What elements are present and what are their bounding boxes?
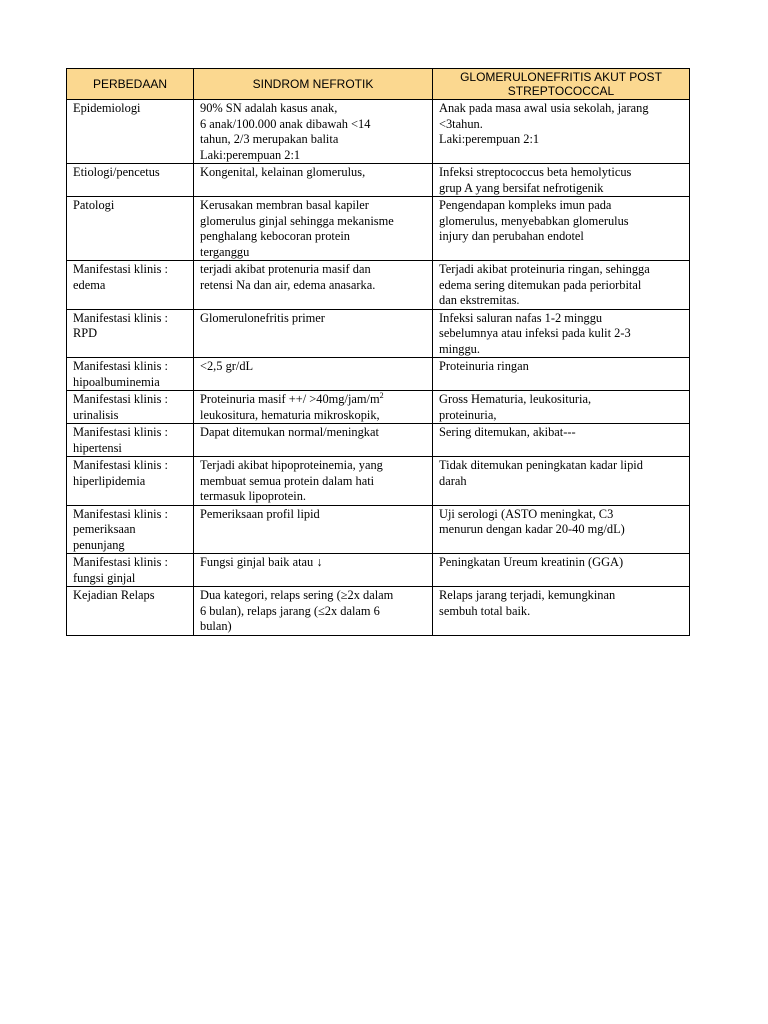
cell-text-line: dan ekstremitas. — [439, 293, 520, 307]
row-label-cell — [67, 457, 194, 506]
cell-text-line: terjadi akibat protenuria masif dan — [200, 262, 371, 276]
cell-text-line: membuat semua protein dalam hati — [200, 473, 375, 488]
sindrom-nefrotik-cell — [194, 587, 433, 636]
glomerulonefritis-cell — [433, 505, 690, 554]
glomerulonefritis-cell — [433, 164, 690, 197]
cell-text-line: 6 anak/100.000 anak dibawah <14 — [200, 116, 371, 131]
cell-text-line: <3tahun. — [439, 116, 483, 131]
header-glomerulonefritis: GLOMERULONEFRITIS AKUT POST STREPTOCOCCAL — [433, 69, 690, 100]
cell-text-line: Kerusakan membran basal kapiler — [200, 198, 369, 212]
sindrom-nefrotik-cell — [194, 309, 433, 358]
cell-text-line: Relaps jarang terjadi, kemungkinan — [439, 588, 616, 602]
cell-text-line: termasuk lipoprotein. — [200, 489, 306, 503]
sindrom-nefrotik-cell — [194, 457, 433, 506]
sindrom-nefrotik-cell — [194, 261, 433, 310]
table-header-row — [67, 69, 690, 100]
cell-text-line: Laki:perempuan 2:1 — [200, 147, 301, 162]
cell-text-line: darah — [439, 473, 467, 488]
cell-text-line: Manifestasi klinis : — [73, 458, 168, 472]
table-row — [67, 261, 690, 310]
cell-text-line: Terjadi akibat proteinuria ringan, sehingga — [439, 262, 650, 276]
cell-text-line: Etiologi/pencetus — [73, 165, 160, 179]
row-label-cell — [67, 164, 194, 197]
cell-text-line: penunjang — [73, 537, 125, 552]
header-sindrom-nefrotik: SINDROM NEFROTIK — [194, 69, 433, 100]
cell-text-line: Manifestasi klinis : — [73, 262, 168, 276]
sindrom-nefrotik-cell — [194, 197, 433, 261]
cell-text-line: 6 bulan), relaps jarang (≤2x dalam 6 — [200, 603, 380, 618]
cell-text-line: Manifestasi klinis : — [73, 310, 168, 325]
table-body — [67, 100, 690, 636]
row-label-cell — [67, 309, 194, 358]
table-row — [67, 554, 690, 587]
row-label-cell — [67, 391, 194, 424]
cell-text-line: injury dan perubahan endotel — [439, 229, 584, 243]
cell-text-line: glomerulus, menyebabkan glomerulus — [439, 213, 629, 228]
cell-text-line: Pengendapan kompleks imun pada — [439, 198, 612, 212]
table-row — [67, 100, 690, 164]
row-label-cell — [67, 587, 194, 636]
cell-text-line: Manifestasi klinis : — [73, 555, 168, 569]
glomerulonefritis-cell — [433, 587, 690, 636]
cell-text-line: tahun, 2/3 merupakan balita — [200, 132, 339, 146]
cell-text-line: Manifestasi klinis : — [73, 506, 168, 521]
cell-text-line: edema sering ditemukan pada periorbital — [439, 277, 642, 292]
row-label-cell — [67, 505, 194, 554]
table-row — [67, 391, 690, 424]
cell-text-line: leukositura, hematuria mikroskopik, — [200, 407, 380, 422]
cell-text-line: Epidemiologi — [73, 101, 141, 115]
cell-text-line: bulan) — [200, 619, 232, 633]
cell-text-line: sebelumnya atau infeksi pada kulit 2-3 — [439, 326, 631, 340]
cell-text-line: Fungsi ginjal baik atau ↓ — [200, 555, 323, 569]
cell-text-line: menurun dengan kadar 20-40 mg/dL) — [439, 522, 625, 536]
cell-text-line: edema — [73, 277, 106, 292]
comparison-table — [66, 68, 690, 636]
glomerulonefritis-cell — [433, 424, 690, 457]
cell-text-line: Sering ditemukan, akibat--- — [439, 425, 576, 439]
cell-text-line: penghalang kebocoran protein — [200, 229, 351, 243]
cell-text-line: retensi Na dan air, edema anasarka. — [200, 277, 376, 292]
table-row — [67, 505, 690, 554]
header-perbedaan: PERBEDAAN — [67, 69, 194, 100]
cell-text-line: hipoalbuminemia — [73, 374, 160, 389]
table-row — [67, 309, 690, 358]
cell-text-line: Manifestasi klinis : — [73, 425, 168, 439]
cell-text-line: hiperlipidemia — [73, 473, 146, 488]
cell-text-line: terganggu — [200, 244, 250, 259]
cell-text-line: grup A yang bersifat nefrotigenik — [439, 180, 604, 195]
cell-text-line: fungsi ginjal — [73, 570, 136, 585]
cell-text-line: minggu. — [439, 341, 480, 356]
glomerulonefritis-cell — [433, 358, 690, 391]
table-row — [67, 164, 690, 197]
superscript: 2 — [379, 391, 384, 400]
glomerulonefritis-cell — [433, 261, 690, 310]
glomerulonefritis-cell — [433, 100, 690, 164]
glomerulonefritis-cell — [433, 391, 690, 424]
cell-text-line: Tidak ditemukan peningkatan kadar lipid — [439, 458, 643, 472]
glomerulonefritis-cell — [433, 457, 690, 506]
cell-text-line: glomerulus ginjal sehingga mekanisme — [200, 213, 394, 228]
sindrom-nefrotik-cell — [194, 554, 433, 587]
cell-text-line: Proteinuria masif ++/ $>40mg/jam/m^2$ — [200, 391, 384, 406]
table-row — [67, 457, 690, 506]
cell-text-line: Laki:perempuan 2:1 — [439, 132, 540, 146]
cell-text-line: Infeksi streptococcus beta hemolyticus — [439, 165, 632, 179]
cell-text-line: proteinuria, — [439, 407, 497, 422]
cell-text-line: 90% SN adalah kasus anak, — [200, 101, 338, 115]
sindrom-nefrotik-cell — [194, 100, 433, 164]
cell-text-line: Glomerulonefritis primer — [200, 310, 325, 325]
cell-text-line: Anak pada masa awal usia sekolah, jarang — [439, 101, 649, 115]
sindrom-nefrotik-cell — [194, 358, 433, 391]
cell-text-line: Gross Hematuria, leukosituria, — [439, 392, 592, 406]
row-label-cell — [67, 261, 194, 310]
sindrom-nefrotik-cell — [194, 164, 433, 197]
glomerulonefritis-cell — [433, 197, 690, 261]
cell-text-line: Manifestasi klinis : — [73, 392, 168, 406]
cell-text-line: Kongenital, kelainan glomerulus, — [200, 165, 366, 179]
row-label-cell — [67, 554, 194, 587]
cell-text-line: RPD — [73, 326, 98, 340]
row-label-cell — [67, 100, 194, 164]
cell-text-line: Terjadi akibat hipoproteinemia, yang — [200, 458, 383, 472]
sindrom-nefrotik-cell — [194, 424, 433, 457]
cell-text-line: Infeksi saluran nafas 1-2 minggu — [439, 310, 603, 325]
glomerulonefritis-cell — [433, 554, 690, 587]
cell-text-line: Dua kategori, relaps sering (≥2x dalam — [200, 588, 394, 602]
cell-text-line: Patologi — [73, 198, 115, 212]
cell-text-line: sembuh total baik. — [439, 603, 531, 618]
row-label-cell — [67, 424, 194, 457]
sindrom-nefrotik-cell — [194, 391, 433, 424]
cell-text-line: Pemeriksaan profil lipid — [200, 506, 320, 521]
cell-text-line: Peningkatan Ureum kreatinin (GGA) — [439, 555, 624, 569]
cell-text-line: hipertensi — [73, 440, 122, 455]
cell-text-line: Proteinuria ringan — [439, 359, 529, 373]
glomerulonefritis-cell — [433, 309, 690, 358]
cell-text-line: Uji serologi (ASTO meningkat, C3 — [439, 506, 614, 521]
cell-text-line: urinalisis — [73, 407, 119, 422]
table-row — [67, 197, 690, 261]
row-label-cell — [67, 358, 194, 391]
cell-text-line: Kejadian Relaps — [73, 588, 155, 602]
table-row — [67, 587, 690, 636]
sindrom-nefrotik-cell — [194, 505, 433, 554]
row-label-cell — [67, 197, 194, 261]
table-row — [67, 358, 690, 391]
cell-text-line: Dapat ditemukan normal/meningkat — [200, 425, 379, 439]
table-row — [67, 424, 690, 457]
cell-text-line: <2,5 gr/dL — [200, 359, 254, 373]
cell-text-line: pemeriksaan — [73, 522, 136, 536]
cell-text-line: Manifestasi klinis : — [73, 359, 168, 373]
